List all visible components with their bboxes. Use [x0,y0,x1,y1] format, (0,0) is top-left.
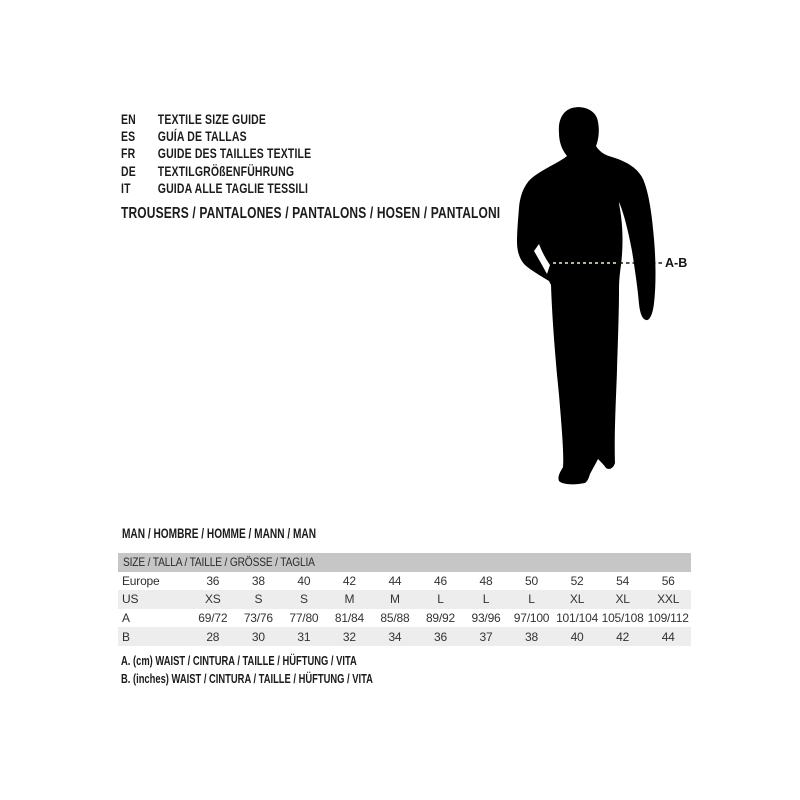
size-cell: 69/72 [198,611,228,626]
table-row-europe [118,572,691,591]
row-label-europe: Europe [122,573,160,588]
size-cell: 81/84 [334,611,364,626]
language-title: GUIDE DES TAILLES TEXTILE [157,145,312,162]
size-cell: 46 [433,573,447,588]
size-cell: 32 [342,629,356,644]
size-cell: 93/96 [471,611,501,626]
size-cell: 44 [388,573,402,588]
size-cell: 85/88 [380,611,410,626]
size-cell: S [299,592,308,607]
size-cell: S [254,592,263,607]
footnote-b: B. (inches) WAIST / CINTURA / TAILLE / HÜFTUNG / VITA [121,672,373,686]
language-code: EN [121,111,136,127]
size-cell: 40 [297,573,311,588]
language-code: IT [121,179,131,196]
size-cell: 42 [616,629,630,644]
size-cell: 44 [661,629,675,644]
size-cell: 34 [388,629,402,644]
language-row-es [121,128,375,145]
size-cell: 30 [251,629,265,644]
size-cell: 56 [661,573,675,588]
measure-label: A-B [665,256,688,270]
size-cell: 37 [479,629,493,644]
language-title: GUÍA DE TALLAS [157,128,247,145]
table-row-us [118,590,691,609]
language-row-de [121,163,375,180]
man-silhouette-shape [517,107,656,484]
size-cell: 28 [206,629,220,644]
size-cell: 31 [297,629,311,644]
size-cell: 109/112 [647,611,689,626]
size-cell: M [344,592,355,607]
language-title: TEXTILGRÖßENFÜHRUNG [157,162,295,179]
size-table-header-row [118,553,691,572]
size-cell: 48 [479,573,493,588]
language-code: ES [121,128,136,145]
language-code: FR [121,145,136,162]
gender-heading: MAN / HOMBRE / HOMME / MANN / MAN [122,526,317,541]
language-row-fr [121,145,375,162]
row-label-a: A [122,611,130,626]
man-silhouette [515,105,700,495]
size-cell: 77/80 [289,611,319,626]
size-cell: XL [569,592,585,607]
size-table-header: SIZE / TALLA / TAILLE / GRÖSSE / TAGLIA [118,553,691,572]
size-cell: L [482,592,490,607]
table-row-b-inches [118,627,691,646]
language-row-en [121,111,375,128]
size-cell: 38 [251,573,265,588]
size-cell: L [528,592,535,607]
size-cell: 97/100 [513,611,550,626]
language-title: TEXTILE SIZE GUIDE [157,111,267,127]
size-cell: 38 [525,629,538,644]
category-heading: TROUSERS / PANTALONES / PANTALONS / HOSEN / PANTALONI [121,205,501,222]
row-label-us: US [122,592,139,607]
language-list [121,111,375,197]
size-table [118,553,691,646]
size-cell: XL [615,592,630,607]
size-cell: 36 [433,629,447,644]
size-cell: 40 [570,629,584,644]
size-cell: 89/92 [425,611,455,626]
size-cell: 101/104 [556,611,599,626]
size-cell: 105/108 [601,611,644,626]
table-row-a-cm [118,609,691,628]
footnote-a: A. (cm) WAIST / CINTURA / TAILLE / HÜFTUNG / VITA [121,654,357,668]
language-title: GUIDA ALLE TAGLIE TESSILI [157,179,309,196]
size-cell: 50 [525,573,538,588]
size-cell: XS [205,592,221,607]
size-cell: 54 [616,573,630,588]
row-label-b: B [122,629,130,644]
size-cell: 73/76 [243,611,273,626]
footnotes [121,654,457,690]
size-cell: XXL [657,592,680,607]
size-cell: 42 [342,573,356,588]
language-code: DE [121,162,136,179]
size-cell: 52 [570,573,584,588]
language-row-it [121,180,375,197]
size-cell: L [437,592,444,607]
size-cell: 36 [206,573,220,588]
size-cell: M [390,592,400,607]
